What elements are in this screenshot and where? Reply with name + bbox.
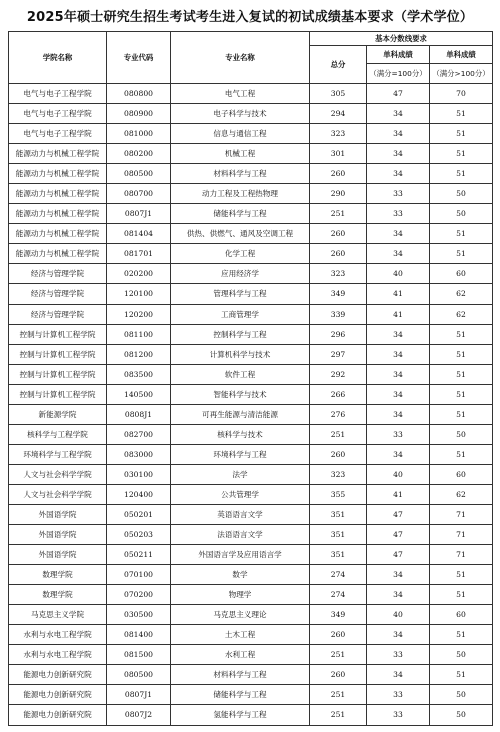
table-row <box>9 525 493 545</box>
cell-single-100: 34 <box>367 625 430 645</box>
cell-code: 050203 <box>107 525 171 545</box>
cell-total: 323 <box>310 124 367 144</box>
cell-single-100: 34 <box>367 104 430 124</box>
cell-total: 251 <box>310 204 367 224</box>
cell-code: 070200 <box>107 585 171 605</box>
cell-college: 能源动力与机械工程学院 <box>9 224 107 244</box>
cell-college: 新能源学院 <box>9 404 107 424</box>
cell-major: 外国语言学及应用语言学 <box>171 545 310 565</box>
table-row <box>9 284 493 304</box>
cell-code: 120400 <box>107 484 171 504</box>
cell-code: 0808J1 <box>107 404 171 424</box>
cell-single-gt100: 60 <box>430 464 493 484</box>
cell-single-gt100: 71 <box>430 525 493 545</box>
cell-college: 马克思主义学院 <box>9 605 107 625</box>
cell-single-gt100: 51 <box>430 344 493 364</box>
cell-total: 251 <box>310 705 367 725</box>
cell-college: 控制与计算机工程学院 <box>9 364 107 384</box>
cell-code: 0807J1 <box>107 685 171 705</box>
table-row <box>9 424 493 444</box>
cell-code: 030500 <box>107 605 171 625</box>
cell-total: 260 <box>310 625 367 645</box>
cell-code: 080800 <box>107 84 171 104</box>
table-row <box>9 184 493 204</box>
cell-total: 260 <box>310 244 367 264</box>
cell-major: 电子科学与技术 <box>171 104 310 124</box>
cell-single-100: 34 <box>367 444 430 464</box>
table-row <box>9 144 493 164</box>
cell-total: 323 <box>310 264 367 284</box>
cell-single-100: 40 <box>367 605 430 625</box>
table-row <box>9 224 493 244</box>
cell-single-100: 47 <box>367 504 430 524</box>
cell-single-gt100: 71 <box>430 504 493 524</box>
cell-major: 动力工程及工程热物理 <box>171 184 310 204</box>
cell-single-100: 34 <box>367 224 430 244</box>
cell-total: 251 <box>310 685 367 705</box>
table-row <box>9 665 493 685</box>
cell-major: 信息与通信工程 <box>171 124 310 144</box>
cell-single-100: 34 <box>367 324 430 344</box>
cell-code: 081500 <box>107 645 171 665</box>
cell-major: 核科学与技术 <box>171 424 310 444</box>
cell-major: 材料科学与工程 <box>171 665 310 685</box>
cell-college: 环境科学与工程学院 <box>9 444 107 464</box>
cell-major: 物理学 <box>171 585 310 605</box>
cell-major: 法学 <box>171 464 310 484</box>
cell-code: 081404 <box>107 224 171 244</box>
cell-college: 电气与电子工程学院 <box>9 84 107 104</box>
cell-major: 应用经济学 <box>171 264 310 284</box>
cell-total: 292 <box>310 364 367 384</box>
cell-single-gt100: 50 <box>430 184 493 204</box>
cell-total: 296 <box>310 324 367 344</box>
cell-single-gt100: 51 <box>430 164 493 184</box>
cell-single-gt100: 51 <box>430 324 493 344</box>
cell-code: 080900 <box>107 104 171 124</box>
cell-single-gt100: 51 <box>430 224 493 244</box>
cell-single-gt100: 51 <box>430 665 493 685</box>
cell-code: 081000 <box>107 124 171 144</box>
table-row <box>9 264 493 284</box>
cell-single-gt100: 60 <box>430 264 493 284</box>
table-row <box>9 104 493 124</box>
table-row <box>9 705 493 725</box>
cell-total: 251 <box>310 645 367 665</box>
table-row <box>9 364 493 384</box>
cell-code: 0807J1 <box>107 204 171 224</box>
cell-code: 081701 <box>107 244 171 264</box>
cell-single-100: 34 <box>367 384 430 404</box>
cell-single-100: 34 <box>367 665 430 685</box>
cell-single-gt100: 51 <box>430 565 493 585</box>
cell-college: 控制与计算机工程学院 <box>9 384 107 404</box>
cell-code: 050201 <box>107 504 171 524</box>
table-row <box>9 464 493 484</box>
cell-code: 081400 <box>107 625 171 645</box>
header-code: 专业代码 <box>107 32 171 84</box>
cell-total: 260 <box>310 444 367 464</box>
cell-major: 供热、供燃气、通风及空调工程 <box>171 224 310 244</box>
cell-single-100: 41 <box>367 484 430 504</box>
cell-total: 301 <box>310 144 367 164</box>
cell-total: 305 <box>310 84 367 104</box>
cell-college: 能源动力与机械工程学院 <box>9 144 107 164</box>
cell-total: 290 <box>310 184 367 204</box>
cell-single-100: 41 <box>367 304 430 324</box>
cell-college: 控制与计算机工程学院 <box>9 344 107 364</box>
header-basic-requirement: 基本分数线要求 <box>310 32 493 46</box>
cell-single-100: 34 <box>367 344 430 364</box>
cell-single-100: 40 <box>367 264 430 284</box>
table-header <box>9 32 493 84</box>
cell-college: 电气与电子工程学院 <box>9 124 107 144</box>
cell-college: 经济与管理学院 <box>9 264 107 284</box>
cell-major: 环境科学与工程 <box>171 444 310 464</box>
cell-total: 266 <box>310 384 367 404</box>
cell-code: 020200 <box>107 264 171 284</box>
cell-single-100: 34 <box>367 124 430 144</box>
cell-code: 082700 <box>107 424 171 444</box>
cell-college: 能源动力与机械工程学院 <box>9 204 107 224</box>
cell-single-gt100: 51 <box>430 144 493 164</box>
cell-college: 电气与电子工程学院 <box>9 104 107 124</box>
cell-college: 控制与计算机工程学院 <box>9 324 107 344</box>
cell-single-100: 33 <box>367 424 430 444</box>
cell-single-100: 47 <box>367 525 430 545</box>
cell-single-100: 34 <box>367 144 430 164</box>
cell-single-gt100: 50 <box>430 705 493 725</box>
cell-major: 马克思主义理论 <box>171 605 310 625</box>
cell-major: 管理科学与工程 <box>171 284 310 304</box>
cell-code: 080500 <box>107 665 171 685</box>
cell-college: 人文与社会科学学院 <box>9 484 107 504</box>
cell-college: 能源动力与机械工程学院 <box>9 244 107 264</box>
table-row <box>9 625 493 645</box>
cell-code: 083000 <box>107 444 171 464</box>
cell-total: 276 <box>310 404 367 424</box>
cell-single-gt100: 51 <box>430 124 493 144</box>
table-row <box>9 484 493 504</box>
cell-college: 数理学院 <box>9 585 107 605</box>
cell-total: 355 <box>310 484 367 504</box>
cell-major: 法语语言文学 <box>171 525 310 545</box>
cell-code: 030100 <box>107 464 171 484</box>
cell-single-gt100: 60 <box>430 605 493 625</box>
table-row <box>9 404 493 424</box>
cell-single-gt100: 51 <box>430 104 493 124</box>
cell-total: 297 <box>310 344 367 364</box>
cell-code: 120200 <box>107 304 171 324</box>
cell-single-gt100: 50 <box>430 204 493 224</box>
header-total: 总分 <box>310 46 367 84</box>
cell-major: 机械工程 <box>171 144 310 164</box>
cell-major: 电气工程 <box>171 84 310 104</box>
table-row <box>9 585 493 605</box>
header-single-gt100: 单科成绩 <box>430 46 493 64</box>
table-row <box>9 204 493 224</box>
cell-total: 351 <box>310 525 367 545</box>
cell-single-gt100: 62 <box>430 484 493 504</box>
cell-single-100: 40 <box>367 464 430 484</box>
header-single-gt100-note: （满分>100分） <box>430 64 493 84</box>
cell-total: 349 <box>310 284 367 304</box>
cell-major: 化学工程 <box>171 244 310 264</box>
cell-single-100: 47 <box>367 545 430 565</box>
table-row <box>9 605 493 625</box>
cell-single-100: 33 <box>367 645 430 665</box>
cell-major: 水利工程 <box>171 645 310 665</box>
cell-major: 控制科学与工程 <box>171 324 310 344</box>
table-row <box>9 84 493 104</box>
cell-code: 081200 <box>107 344 171 364</box>
cell-major: 智能科学与技术 <box>171 384 310 404</box>
cell-major: 工商管理学 <box>171 304 310 324</box>
table-row <box>9 324 493 344</box>
cell-single-gt100: 50 <box>430 685 493 705</box>
header-single-100-note: （满分=100分） <box>367 64 430 84</box>
cell-college: 水利与水电工程学院 <box>9 645 107 665</box>
cell-single-100: 33 <box>367 685 430 705</box>
cell-code: 0807J2 <box>107 705 171 725</box>
cell-code: 083500 <box>107 364 171 384</box>
cell-major: 英语语言文学 <box>171 504 310 524</box>
cell-college: 能源动力与机械工程学院 <box>9 184 107 204</box>
cell-single-gt100: 51 <box>430 404 493 424</box>
cell-single-100: 34 <box>367 585 430 605</box>
cell-single-100: 33 <box>367 204 430 224</box>
header-major: 专业名称 <box>171 32 310 84</box>
cell-total: 339 <box>310 304 367 324</box>
cell-major: 可再生能源与清洁能源 <box>171 404 310 424</box>
table-row <box>9 384 493 404</box>
table-row <box>9 344 493 364</box>
cell-single-gt100: 51 <box>430 625 493 645</box>
table-row <box>9 304 493 324</box>
table-row <box>9 124 493 144</box>
cell-code: 080200 <box>107 144 171 164</box>
cell-code: 120100 <box>107 284 171 304</box>
cell-total: 351 <box>310 545 367 565</box>
cell-total: 294 <box>310 104 367 124</box>
cell-single-100: 34 <box>367 565 430 585</box>
cell-major: 材料科学与工程 <box>171 164 310 184</box>
cell-major: 公共管理学 <box>171 484 310 504</box>
score-table <box>8 31 493 726</box>
cell-college: 能源电力创新研究院 <box>9 705 107 725</box>
cell-total: 349 <box>310 605 367 625</box>
table-body <box>9 84 493 726</box>
cell-major: 数学 <box>171 565 310 585</box>
cell-major: 土木工程 <box>171 625 310 645</box>
cell-college: 水利与水电工程学院 <box>9 625 107 645</box>
cell-single-gt100: 51 <box>430 364 493 384</box>
cell-single-100: 34 <box>367 244 430 264</box>
cell-single-100: 34 <box>367 404 430 424</box>
cell-single-gt100: 62 <box>430 284 493 304</box>
cell-college: 核科学与工程学院 <box>9 424 107 444</box>
cell-college: 能源电力创新研究院 <box>9 685 107 705</box>
cell-college: 能源电力创新研究院 <box>9 665 107 685</box>
cell-total: 274 <box>310 565 367 585</box>
cell-major: 储能科学与工程 <box>171 685 310 705</box>
cell-major: 计算机科学与技术 <box>171 344 310 364</box>
cell-total: 251 <box>310 424 367 444</box>
cell-college: 外国语学院 <box>9 545 107 565</box>
cell-single-100: 34 <box>367 164 430 184</box>
cell-single-gt100: 70 <box>430 84 493 104</box>
table-row <box>9 545 493 565</box>
cell-code: 081100 <box>107 324 171 344</box>
cell-single-100: 33 <box>367 705 430 725</box>
table-row <box>9 244 493 264</box>
cell-college: 人文与社会科学学院 <box>9 464 107 484</box>
cell-college: 外国语学院 <box>9 525 107 545</box>
cell-total: 260 <box>310 665 367 685</box>
header-single-100: 单科成绩 <box>367 46 430 64</box>
table-row <box>9 504 493 524</box>
cell-single-gt100: 51 <box>430 384 493 404</box>
cell-college: 经济与管理学院 <box>9 304 107 324</box>
cell-code: 080500 <box>107 164 171 184</box>
cell-single-gt100: 51 <box>430 244 493 264</box>
cell-single-100: 33 <box>367 184 430 204</box>
cell-total: 323 <box>310 464 367 484</box>
table-row <box>9 645 493 665</box>
cell-single-100: 41 <box>367 284 430 304</box>
cell-college: 数理学院 <box>9 565 107 585</box>
cell-college: 能源动力与机械工程学院 <box>9 164 107 184</box>
cell-college: 经济与管理学院 <box>9 284 107 304</box>
cell-total: 274 <box>310 585 367 605</box>
table-row <box>9 685 493 705</box>
cell-code: 140500 <box>107 384 171 404</box>
cell-total: 351 <box>310 504 367 524</box>
cell-single-gt100: 71 <box>430 545 493 565</box>
cell-code: 080700 <box>107 184 171 204</box>
cell-college: 外国语学院 <box>9 504 107 524</box>
table-row <box>9 444 493 464</box>
cell-single-100: 34 <box>367 364 430 384</box>
cell-major: 软件工程 <box>171 364 310 384</box>
cell-code: 070100 <box>107 565 171 585</box>
cell-major: 储能科学与工程 <box>171 204 310 224</box>
header-college: 学院名称 <box>9 32 107 84</box>
page-title: 2025年硕士研究生招生考试考生进入复试的初试成绩基本要求（学术学位） <box>26 10 474 25</box>
cell-total: 260 <box>310 224 367 244</box>
table-row <box>9 164 493 184</box>
cell-total: 260 <box>310 164 367 184</box>
cell-single-gt100: 62 <box>430 304 493 324</box>
table-row <box>9 565 493 585</box>
cell-major: 氢能科学与工程 <box>171 705 310 725</box>
cell-code: 050211 <box>107 545 171 565</box>
cell-single-gt100: 50 <box>430 424 493 444</box>
cell-single-gt100: 51 <box>430 444 493 464</box>
cell-single-100: 47 <box>367 84 430 104</box>
cell-single-gt100: 51 <box>430 585 493 605</box>
cell-single-gt100: 50 <box>430 645 493 665</box>
